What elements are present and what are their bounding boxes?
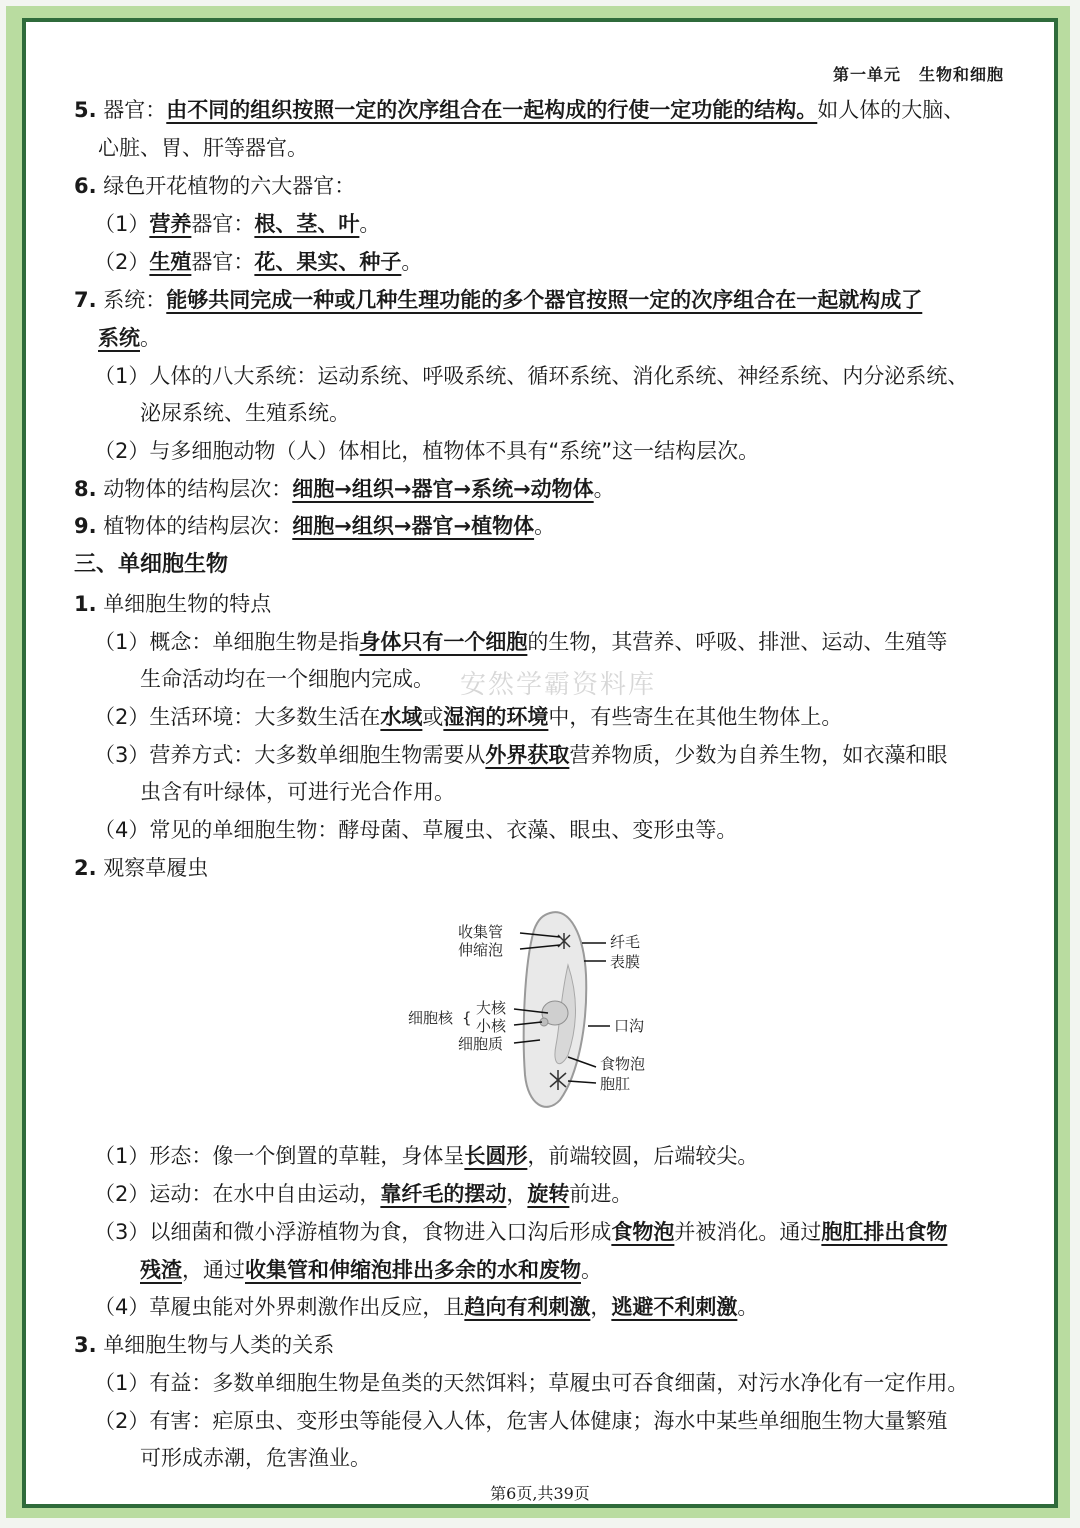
point-3-title: 3. 单细胞生物与人类的关系 <box>74 1333 335 1357</box>
point-1-sub-3b: 虫含有叶绿体，可进行光合作用。 <box>140 780 455 804</box>
watermark: 安然学霸资料库 <box>460 670 657 700</box>
page-number-footer: 第6页,共39页 <box>490 1484 590 1503</box>
item-9: 9. 植物体的结构层次：细胞→组织→器官→植物体。 <box>74 514 556 538</box>
item-5-line-1: 5. 器官：由不同的组织按照一定的次序组合在一起构成的行使一定功能的结构。如人体的大脑、 <box>74 98 965 122</box>
label-oral-groove: 口沟 <box>614 1017 645 1035</box>
item-7-sub-2: （2）与多细胞动物（人）体相比，植物体不具有“系统”这一结构层次。 <box>94 439 760 463</box>
item-7-line-1: 7. 系统：能够共同完成一种或几种生理功能的多个器官按照一定的次序组合在一起就构成了 <box>74 288 923 312</box>
label-micronucleus: 小核 <box>476 1017 507 1035</box>
item-7-sub-1a: （1）人体的八大系统：运动系统、呼吸系统、循环系统、消化系统、神经系统、内分泌系统、 <box>94 364 969 388</box>
point-3-sub-1: （1）有益：多数单细胞生物是鱼类的天然饵料；草履虫可吞食细菌，对污水净化有一定作用。 <box>94 1371 969 1395</box>
point-2-title: 2. 观察草履虫 <box>74 856 209 880</box>
item-6-title: 6. 绿色开花植物的六大器官： <box>74 174 356 198</box>
section-3-title: 三、单细胞生物 <box>74 552 229 577</box>
point-1-sub-2: （2）生活环境：大多数生活在水域或湿润的环境中，有些寄生在其他生物体上。 <box>94 705 843 729</box>
label-macronucleus: 大核 <box>476 999 507 1017</box>
point-2-sub-3b: 残渣，通过收集管和伸缩泡排出多余的水和废物。 <box>140 1258 602 1282</box>
brace-icon: { <box>462 1009 472 1027</box>
item-6-sub-1: （1）营养器官：根、茎、叶。 <box>94 212 381 236</box>
label-cilia: 纤毛 <box>610 933 641 951</box>
label-pellicle: 表膜 <box>610 953 641 971</box>
paramecium-svg <box>400 905 680 1115</box>
point-1-sub-1a: （1）概念：单细胞生物是指身体只有一个细胞的生物，其营养、呼吸、排泄、运动、生殖等 <box>94 630 948 654</box>
point-1-sub-4: （4）常见的单细胞生物：酵母菌、草履虫、衣藻、眼虫、变形虫等。 <box>94 818 738 842</box>
running-header <box>833 62 1004 85</box>
point-2-sub-4: （4）草履虫能对外界刺激作出反应，且趋向有利刺激，逃避不利刺激。 <box>94 1295 759 1319</box>
point-2-sub-3a: （3）以细菌和微小浮游植物为食，食物进入口沟后形成食物泡并被消化。通过胞肛排出食物 <box>94 1220 948 1244</box>
paramecium-diagram <box>400 905 680 1115</box>
point-1-sub-3a: （3）营养方式：大多数单细胞生物需要从外界获取营养物质，少数为自养生物，如衣藻和眼 <box>94 743 948 767</box>
header-unit: 第一单元 <box>832 65 901 84</box>
item-6-sub-2: （2）生殖器官：花、果实、种子。 <box>94 250 423 274</box>
item-7-line-2: 系统。 <box>98 326 161 350</box>
label-cytoplasm: 细胞质 <box>458 1035 504 1053</box>
label-collecting-canal: 收集管 <box>458 923 504 941</box>
label-anal-pore: 胞肛 <box>600 1075 631 1093</box>
point-3-sub-2b: 可形成赤潮，危害渔业。 <box>140 1446 371 1470</box>
point-3-sub-2a: （2）有害：疟原虫、变形虫等能侵入人体，危害人体健康；海水中某些单细胞生物大量繁殖 <box>94 1409 948 1433</box>
point-1-title: 1. 单细胞生物的特点 <box>74 592 272 616</box>
header-topic: 生物和细胞 <box>918 65 1004 84</box>
label-food-vacuole: 食物泡 <box>600 1055 646 1073</box>
label-contractile-vacuole: 伸缩泡 <box>458 941 504 959</box>
item-8: 8. 动物体的结构层次：细胞→组织→器官→系统→动物体。 <box>74 477 615 501</box>
point-2-sub-1: （1）形态：像一个倒置的草鞋，身体呈长圆形，前端较圆，后端较尖。 <box>94 1144 759 1168</box>
item-7-sub-1b: 泌尿系统、生殖系统。 <box>140 401 350 425</box>
label-nucleus: 细胞核 <box>408 1009 454 1027</box>
point-1-sub-1b: 生命活动均在一个细胞内完成。 <box>140 667 434 691</box>
item-5-line-2: 心脏、胃、肝等器官。 <box>98 136 308 160</box>
point-2-sub-2: （2）运动：在水中自由运动，靠纤毛的摆动，旋转前进。 <box>94 1182 633 1206</box>
